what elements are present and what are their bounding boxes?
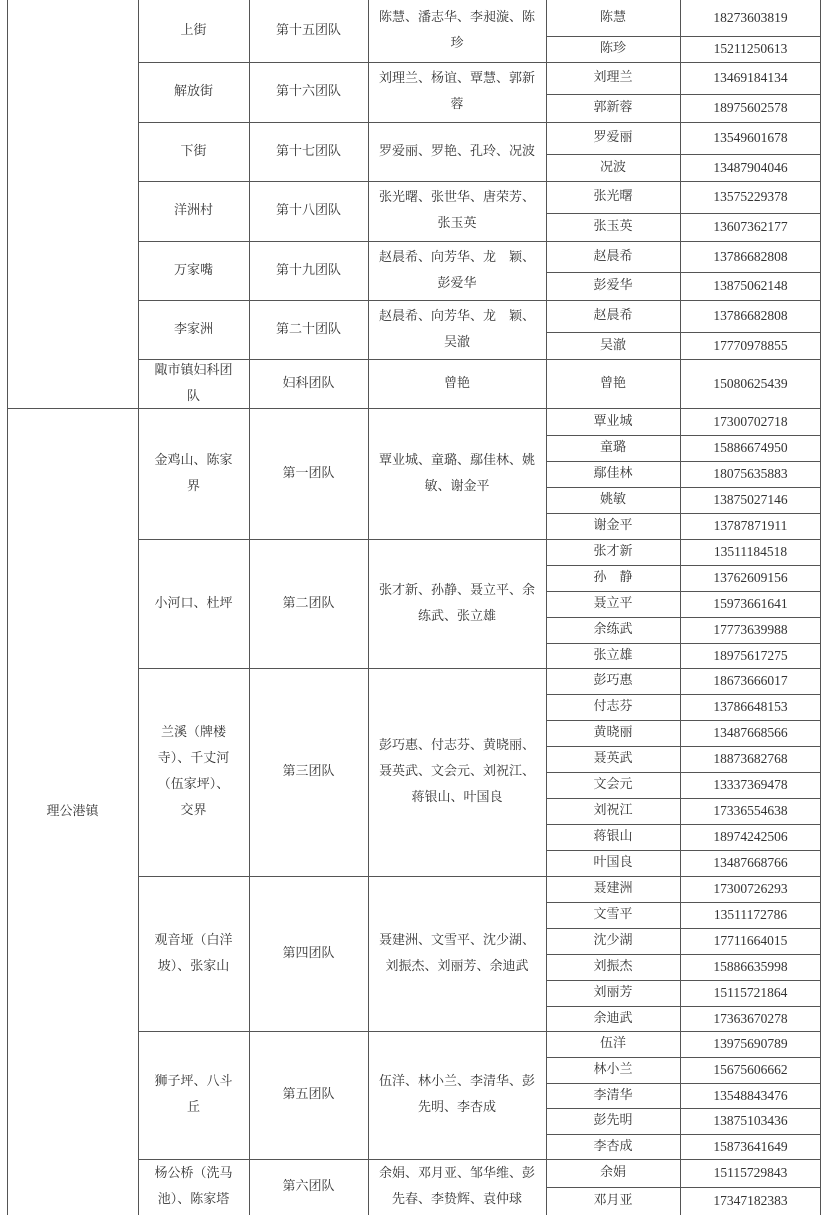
team-cell: 第一团队 — [282, 465, 335, 481]
contact-phone: 13487668766 — [713, 855, 788, 870]
grid-line — [546, 513, 821, 514]
contact-name: 沈少湖 — [593, 933, 633, 948]
area-cell: 下街 — [180, 143, 207, 159]
contact-name: 覃业城 — [593, 413, 633, 429]
contact-name: 李清华 — [593, 1087, 633, 1103]
grid-line — [546, 643, 821, 644]
grid-line — [546, 213, 821, 214]
contact-name: 刘理兰 — [593, 70, 633, 85]
contact-phone: 13975690789 — [713, 1036, 788, 1051]
contact-name: 张光曙 — [593, 189, 633, 204]
grid-line — [138, 241, 821, 242]
grid-line — [680, 0, 681, 1215]
contact-phone: 13875027146 — [713, 492, 788, 507]
team-cell: 第六团队 — [282, 1179, 335, 1194]
grid-line — [546, 772, 821, 773]
grid-line — [546, 435, 821, 436]
grid-line — [546, 617, 821, 618]
contact-phone: 13337369478 — [713, 777, 788, 792]
grid-line — [138, 668, 821, 669]
contact-name: 余练武 — [593, 622, 633, 637]
area-cell: 解放街 — [173, 84, 213, 99]
grid-line — [546, 1187, 821, 1188]
area-cell: 上街 — [180, 23, 207, 38]
grid-line — [546, 928, 821, 929]
contact-name: 况波 — [599, 159, 626, 175]
grid-line — [546, 746, 821, 747]
grid-line — [546, 0, 547, 1215]
contact-name: 赵晨希 — [593, 248, 633, 264]
members-cell: 覃业城、童璐、鄢佳林、姚敏、谢金平 — [378, 452, 535, 494]
contact-name: 童璐 — [599, 440, 626, 455]
members-cell: 彭巧惠、付志芬、黄晓丽、聂英武、文会元、刘祝江、蒋银山、叶国良 — [378, 738, 535, 805]
grid-line — [138, 62, 821, 63]
contact-name: 孙 静 — [593, 570, 633, 585]
members-cell: 罗爱丽、罗艳、孔玲、况波 — [378, 143, 535, 159]
contact-name: 余迪武 — [593, 1010, 633, 1026]
contact-name: 刘祝江 — [593, 803, 633, 818]
contact-phone: 15115729843 — [713, 1165, 788, 1180]
contact-name: 黄晓丽 — [593, 725, 633, 740]
area-cell: 万家嘴 — [173, 262, 213, 278]
grid-line — [138, 1031, 821, 1032]
contact-phone: 18974242506 — [713, 829, 788, 844]
contact-phone: 15873641649 — [713, 1138, 788, 1154]
area-cell: 兰溪（牌楼寺）、千丈河（伍家坪）、交界 — [157, 725, 230, 818]
contact-name: 付志芬 — [593, 699, 633, 714]
members-cell: 张才新、孙静、聂立平、余练武、张立雄 — [378, 582, 535, 624]
contact-phone: 13511172786 — [713, 907, 788, 922]
grid-line — [546, 94, 821, 95]
area-cell: 洋洲村 — [173, 203, 213, 218]
grid-line — [546, 798, 821, 799]
grid-line — [7, 0, 8, 1215]
contact-name: 李杏成 — [593, 1138, 633, 1154]
contact-phone: 17347182383 — [713, 1193, 788, 1208]
contact-phone: 18975617275 — [713, 647, 788, 663]
grid-line — [546, 565, 821, 566]
contact-phone: 13786682808 — [713, 248, 788, 264]
grid-line — [546, 154, 821, 155]
contact-name: 陈珍 — [599, 41, 626, 56]
contact-name: 刘丽芳 — [593, 985, 633, 1000]
contact-phone: 18873682768 — [713, 751, 788, 766]
contact-name: 彭巧惠 — [593, 673, 633, 688]
grid-line — [138, 0, 139, 1215]
grid-line — [546, 1057, 821, 1058]
members-cell: 曾艳 — [443, 375, 470, 391]
members-cell: 聂建洲、文雪平、沈少湖、刘振杰、刘丽芳、余迪武 — [378, 932, 535, 974]
town-cell — [7, 408, 138, 1215]
grid-line — [820, 0, 821, 1215]
contact-phone: 18673666017 — [713, 673, 788, 688]
contact-phone: 13762609156 — [713, 570, 788, 585]
grid-line — [546, 902, 821, 903]
team-cell: 第十九团队 — [275, 262, 341, 278]
members-cell: 赵晨希、向芳华、龙 颖、吴澈 — [378, 308, 535, 350]
contact-phone: 17300702718 — [713, 413, 788, 429]
grid-line — [546, 720, 821, 721]
contact-name: 曾艳 — [599, 375, 626, 391]
contact-phone: 15886635998 — [713, 959, 788, 974]
team-cell: 第十八团队 — [275, 203, 341, 218]
grid-line — [546, 1083, 821, 1084]
contact-name: 赵晨希 — [593, 308, 633, 323]
contact-name: 林小兰 — [593, 1062, 633, 1077]
team-cell: 第三团队 — [282, 764, 335, 779]
area-cell: 李家洲 — [173, 321, 213, 337]
contact-name: 聂建洲 — [593, 881, 633, 896]
area-cell: 观音垭（白洋坡）、张家山 — [154, 932, 233, 974]
town-cell — [7, 0, 138, 408]
contact-name: 聂英武 — [593, 751, 633, 766]
members-cell: 刘理兰、杨谊、覃慧、郭新蓉 — [378, 71, 535, 112]
team-cell: 第二团队 — [282, 595, 335, 611]
grid-line — [138, 359, 821, 360]
grid-line — [368, 0, 369, 1215]
town-name: 理公港镇 — [46, 803, 99, 819]
contact-name: 张立雄 — [593, 647, 633, 663]
contact-name: 邓月亚 — [593, 1193, 633, 1208]
contact-phone: 17300726293 — [713, 881, 788, 896]
grid-line — [546, 487, 821, 488]
area-cell: 小河口、杜坪 — [154, 595, 233, 611]
contact-phone: 17770978855 — [713, 337, 788, 353]
contact-phone: 17773639988 — [713, 622, 788, 637]
contact-phone: 15080625439 — [713, 375, 788, 391]
contact-phone: 13787871911 — [713, 518, 788, 533]
contact-name: 张才新 — [593, 544, 633, 559]
contact-phone: 13548843476 — [713, 1087, 788, 1103]
members-cell: 陈慧、潘志华、李昶漩、陈珍 — [378, 10, 535, 51]
contact-name: 文会元 — [593, 777, 633, 792]
team-cell: 第十六团队 — [275, 84, 341, 99]
team-cell: 第四团队 — [282, 945, 335, 961]
contact-name: 郭新蓉 — [593, 100, 633, 115]
contact-phone: 17363670278 — [713, 1010, 788, 1026]
contact-name: 刘振杰 — [593, 959, 633, 974]
grid-line — [546, 980, 821, 981]
contact-phone: 13487904046 — [713, 159, 788, 175]
grid-line — [138, 122, 821, 123]
contact-phone: 18075635883 — [713, 466, 788, 481]
area-cell: 金鸡山、陈家界 — [154, 452, 233, 494]
grid-line — [546, 850, 821, 851]
grid-line — [546, 591, 821, 592]
contact-name: 聂立平 — [593, 596, 633, 611]
contact-phone: 15973661641 — [713, 596, 788, 611]
contact-name: 蒋银山 — [593, 829, 633, 844]
grid-line — [138, 300, 821, 301]
grid-line — [546, 36, 821, 37]
contact-phone: 15886674950 — [713, 440, 788, 455]
contact-name: 余娟 — [599, 1165, 626, 1180]
grid-line — [546, 1134, 821, 1135]
team-cell: 第十七团队 — [275, 143, 341, 159]
grid-line — [138, 1159, 821, 1160]
grid-line — [546, 1006, 821, 1007]
contact-name: 鄢佳林 — [593, 466, 633, 481]
contact-name: 姚敏 — [599, 492, 626, 507]
contact-phone: 15211250613 — [713, 41, 788, 56]
contact-phone: 13875062148 — [713, 278, 788, 293]
grid-line — [546, 1108, 821, 1109]
contact-phone: 13575229378 — [713, 189, 788, 204]
contact-name: 吴澈 — [599, 337, 626, 353]
grid-line — [7, 408, 821, 409]
team-cell: 第五团队 — [282, 1087, 335, 1102]
grid-line — [546, 461, 821, 462]
grid-line — [546, 272, 821, 273]
contact-phone: 13875103436 — [713, 1113, 788, 1128]
contact-phone: 13469184134 — [713, 70, 788, 85]
contact-phone: 15115721864 — [713, 985, 788, 1000]
contact-name: 张玉英 — [593, 219, 633, 234]
contact-phone: 13786648153 — [713, 699, 788, 714]
grid-line — [138, 876, 821, 877]
contact-name: 文雪平 — [593, 907, 633, 922]
team-cell: 第二十团队 — [275, 321, 341, 337]
team-cell: 妇科团队 — [282, 375, 335, 391]
contact-name: 谢金平 — [593, 518, 633, 533]
contact-name: 彭爱华 — [593, 278, 633, 293]
contact-phone: 13511184518 — [713, 544, 788, 559]
contact-phone: 17711664015 — [713, 933, 788, 948]
contact-phone: 17336554638 — [713, 803, 788, 818]
area-cell: 狮子坪、八斗丘 — [154, 1074, 233, 1115]
grid-line — [546, 694, 821, 695]
contact-phone: 18975602578 — [713, 100, 788, 115]
grid-line — [138, 181, 821, 182]
members-cell: 赵晨希、向芳华、龙 颖、彭爱华 — [378, 249, 535, 291]
contact-name: 伍洋 — [599, 1036, 626, 1051]
team-cell: 第十五团队 — [275, 23, 341, 38]
members-cell: 余娟、邓月亚、邹华维、彭先春、李贽辉、袁仲球 — [378, 1166, 535, 1207]
grid-line — [138, 539, 821, 540]
members-cell: 张光曙、张世华、唐荣芳、张玉英 — [378, 190, 535, 231]
grid-line — [546, 824, 821, 825]
contact-name: 陈慧 — [599, 10, 626, 25]
contact-phone: 13607362177 — [713, 219, 788, 234]
contact-phone: 13549601678 — [713, 130, 788, 145]
grid-line — [546, 332, 821, 333]
contact-name: 彭先明 — [593, 1113, 633, 1128]
members-cell: 伍洋、林小兰、李清华、彭先明、李杏成 — [378, 1074, 535, 1115]
area-cell: 杨公桥（洗马池）、陈家塔 — [154, 1166, 233, 1207]
contact-phone: 13487668566 — [713, 725, 788, 740]
area-cell: 陬市镇妇科团队 — [154, 362, 233, 404]
contact-name: 叶国良 — [593, 855, 633, 870]
contact-phone: 15675606662 — [713, 1062, 788, 1077]
contact-name: 罗爱丽 — [593, 130, 633, 145]
contact-phone: 13786682808 — [713, 308, 788, 323]
contact-phone: 18273603819 — [713, 10, 788, 25]
grid-line — [249, 0, 250, 1215]
grid-line — [546, 954, 821, 955]
